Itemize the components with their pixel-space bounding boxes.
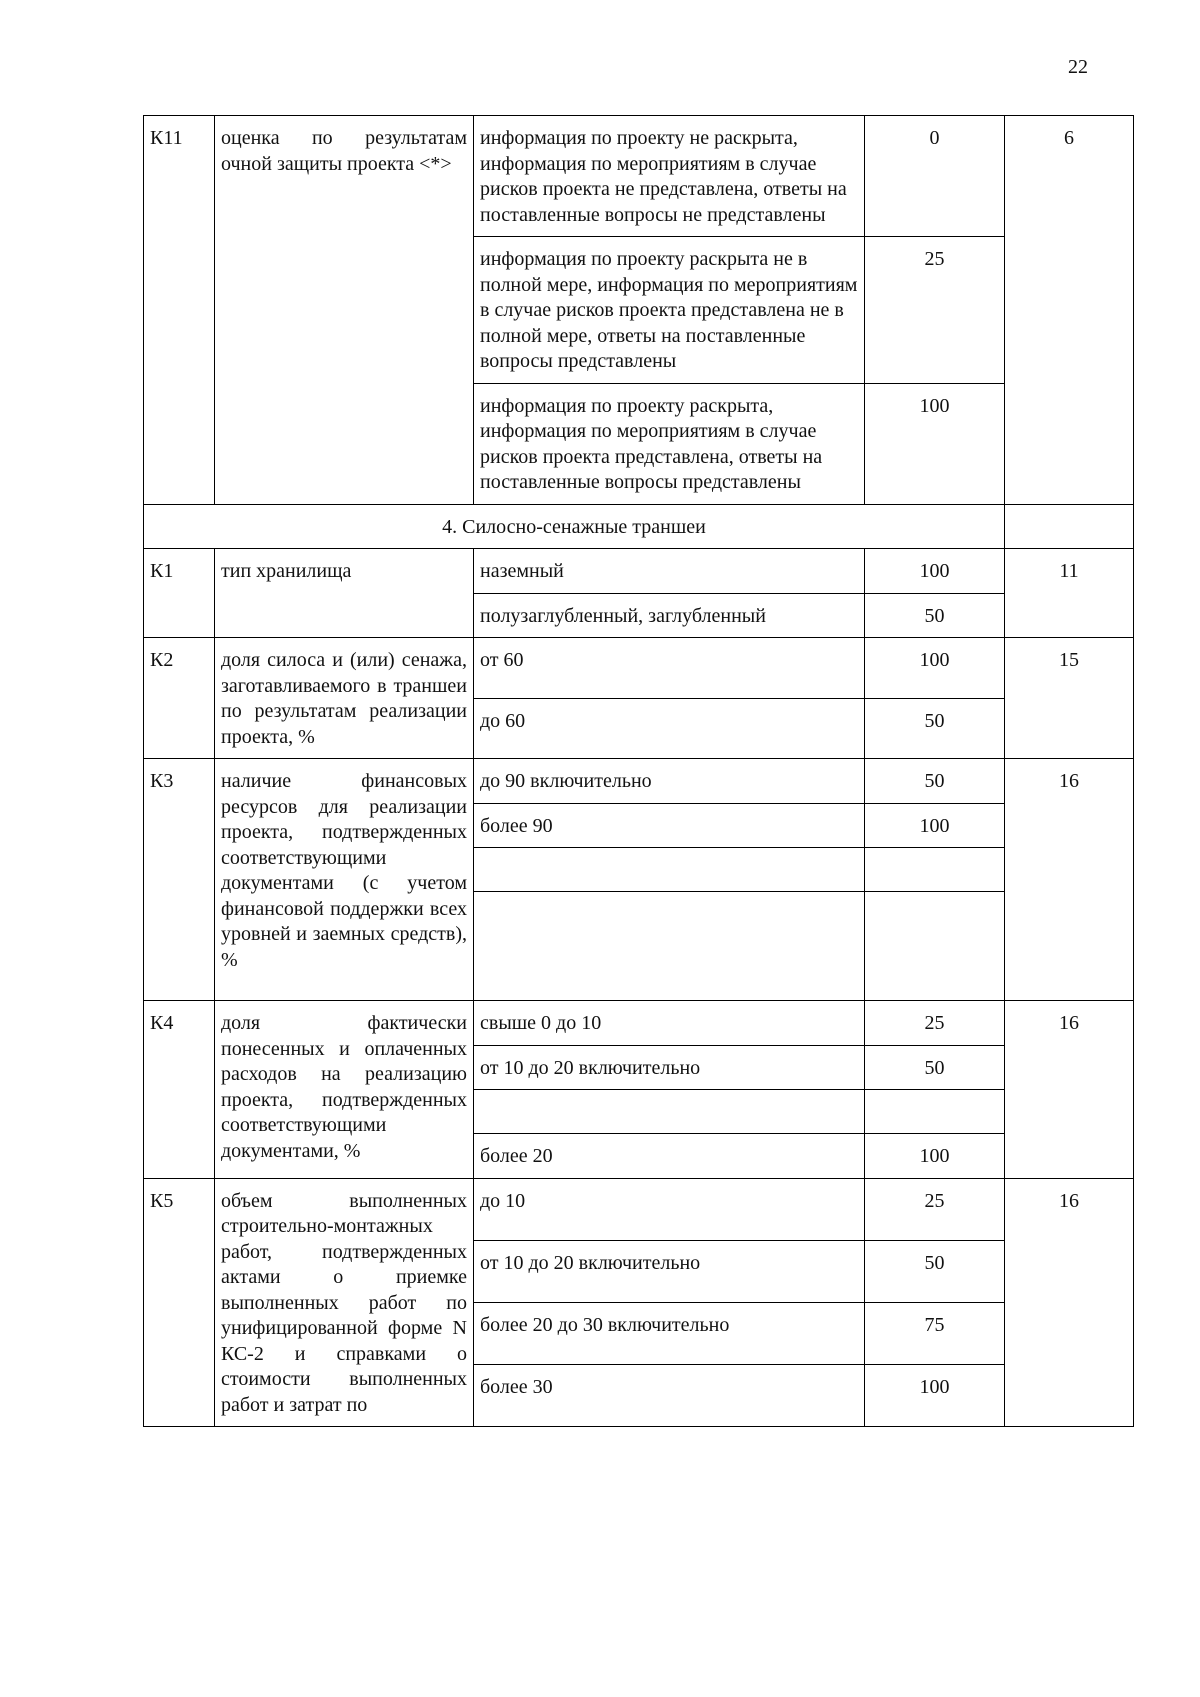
criterion-name: наличие финансовых ресурсов для реализации проекта, подтвержденных соответствующими документами (с учетом финансовой поддержки всех уровней и заемных средств), % <box>215 759 474 1001</box>
empty-cell <box>474 1090 865 1134</box>
option-score: 50 <box>865 698 1005 759</box>
table-row <box>144 759 1134 804</box>
option-score: 100 <box>865 549 1005 594</box>
criterion-weight: 16 <box>1005 759 1134 1001</box>
option-score: 0 <box>865 116 1005 237</box>
option-text: наземный <box>474 549 865 594</box>
criterion-name: доля фактически понесенных и оплаченных расходов на реализацию проекта, подтвержденных соответствующими документами, % <box>215 1001 474 1179</box>
option-text: более 90 <box>474 803 865 848</box>
section-title: 4. Силосно-сенажные траншеи <box>144 504 1005 549</box>
criterion-code: К3 <box>144 759 215 1001</box>
option-text: информация по проекту раскрыта не в полной мере, информация по мероприятиям в случае рисков проекта представлена не в полной мере, ответы на поставленные вопросы представлены <box>474 237 865 384</box>
criterion-name: тип хранилища <box>215 549 474 638</box>
table-row <box>144 549 1134 594</box>
option-text: более 20 до 30 включительно <box>474 1302 865 1364</box>
criterion-weight: 11 <box>1005 549 1134 638</box>
option-text: до 60 <box>474 698 865 759</box>
criterion-code: К5 <box>144 1178 215 1427</box>
option-text: информация по проекту не раскрыта, информация по мероприятиям в случае рисков проекта не представлена, ответы на поставленные вопросы не представлены <box>474 116 865 237</box>
option-text: более 30 <box>474 1364 865 1426</box>
empty-cell <box>474 892 865 1001</box>
option-score: 25 <box>865 237 1005 384</box>
empty-cell <box>1005 504 1134 549</box>
option-text: от 60 <box>474 638 865 699</box>
criteria-table <box>143 115 1134 1427</box>
option-text: до 90 включительно <box>474 759 865 804</box>
criterion-code: К4 <box>144 1001 215 1179</box>
option-score: 25 <box>865 1178 1005 1240</box>
option-text: от 10 до 20 включительно <box>474 1045 865 1090</box>
table-row <box>144 1178 1134 1240</box>
criterion-weight: 16 <box>1005 1178 1134 1427</box>
criterion-code: К1 <box>144 549 215 638</box>
criterion-name: объем выполненных строительно-монтажных работ, подтвержденных актами о приемке выполненных работ по унифицированной форме N КС-2 и справками о стоимости выполненных работ и затрат по <box>215 1178 474 1427</box>
criterion-name: доля силоса и (или) сенажа, заготавливаемого в траншеи по результатам реализации проекта, % <box>215 638 474 759</box>
option-text: полузаглубленный, заглубленный <box>474 593 865 638</box>
option-text: свыше 0 до 10 <box>474 1001 865 1046</box>
option-score: 100 <box>865 1364 1005 1426</box>
option-score: 100 <box>865 383 1005 504</box>
option-score: 25 <box>865 1001 1005 1046</box>
option-text: до 10 <box>474 1178 865 1240</box>
table-row <box>144 116 1134 237</box>
option-score: 100 <box>865 803 1005 848</box>
empty-cell <box>865 892 1005 1001</box>
empty-cell <box>865 848 1005 892</box>
option-score: 50 <box>865 593 1005 638</box>
option-score: 100 <box>865 1134 1005 1179</box>
section-row <box>144 504 1134 549</box>
option-score: 100 <box>865 638 1005 699</box>
criterion-weight: 16 <box>1005 1001 1134 1179</box>
criterion-weight: 15 <box>1005 638 1134 759</box>
table-row <box>144 638 1134 699</box>
option-score: 50 <box>865 1240 1005 1302</box>
option-score: 50 <box>865 759 1005 804</box>
table-row <box>144 1001 1134 1046</box>
empty-cell <box>474 848 865 892</box>
option-text: информация по проекту раскрыта, информация по мероприятиям в случае рисков проекта представлена, ответы на поставленные вопросы представлены <box>474 383 865 504</box>
empty-cell <box>865 1090 1005 1134</box>
option-text: от 10 до 20 включительно <box>474 1240 865 1302</box>
option-score: 75 <box>865 1302 1005 1364</box>
option-score: 50 <box>865 1045 1005 1090</box>
criterion-weight: 6 <box>1005 116 1134 505</box>
criterion-code: К11 <box>144 116 215 505</box>
criterion-code: К2 <box>144 638 215 759</box>
criterion-name: оценка по результатам очной защиты проекта <*> <box>215 116 474 505</box>
option-text: более 20 <box>474 1134 865 1179</box>
page-number: 22 <box>1068 56 1088 78</box>
